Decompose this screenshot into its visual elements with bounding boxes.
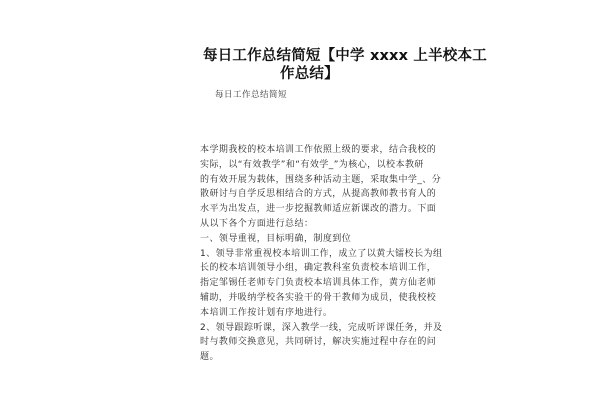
section-heading: 一、领导重视，目标明确，制度到位 xyxy=(200,233,352,244)
body-line: 辅助，并吸纳学校各实验干的骨干教师为成员，使我校校 xyxy=(200,292,437,303)
body-line: 从以下各个方面进行总结： xyxy=(200,218,314,229)
body-line: 指定邹锡任老师专门负责校本培训具体工作，黄方仙老师 xyxy=(200,278,437,289)
body-line: 本学期我校的校本培训工作依照上级的要求，结合我校的 xyxy=(200,145,437,155)
document-subtitle: 每日工作总结简短 xyxy=(215,90,288,100)
body-line: 的有效开展为载体，围绕多种活动主题，采取集中学_、分 xyxy=(200,174,442,185)
document-title-line-1: 每日工作总结简短【中学 xxxx 上半校本工 xyxy=(203,48,487,64)
body-line: 2、领导跟踪听课，深入教学一线，完成听评课任务，并及 xyxy=(200,322,443,333)
body-line: 长的校本培训领导小组，确定教科室负责校本培训工作， xyxy=(200,263,437,274)
document-body xyxy=(200,143,443,365)
body-line: 本培训工作按计划有序地进行。 xyxy=(200,307,333,318)
body-line: 时与教师交换意见，共同研讨，解决实施过程中存在的问 xyxy=(200,337,437,348)
body-line: 1、领导非常重视校本培训工作，成立了以黄大镭校长为组 xyxy=(200,248,443,259)
body-line: 水平为出发点，进一步挖掘教师适应新课改的潜力。下面 xyxy=(200,204,437,215)
body-line: 散研讨与自学反思相结合的方式，从提高教师教书育人的 xyxy=(200,189,437,200)
document-title-line-2: 作总结】 xyxy=(280,66,339,82)
body-line: 题。 xyxy=(200,352,219,363)
body-line: 实际，以“有效教学”和“有效学_”为核心，以校本教研 xyxy=(200,159,424,170)
